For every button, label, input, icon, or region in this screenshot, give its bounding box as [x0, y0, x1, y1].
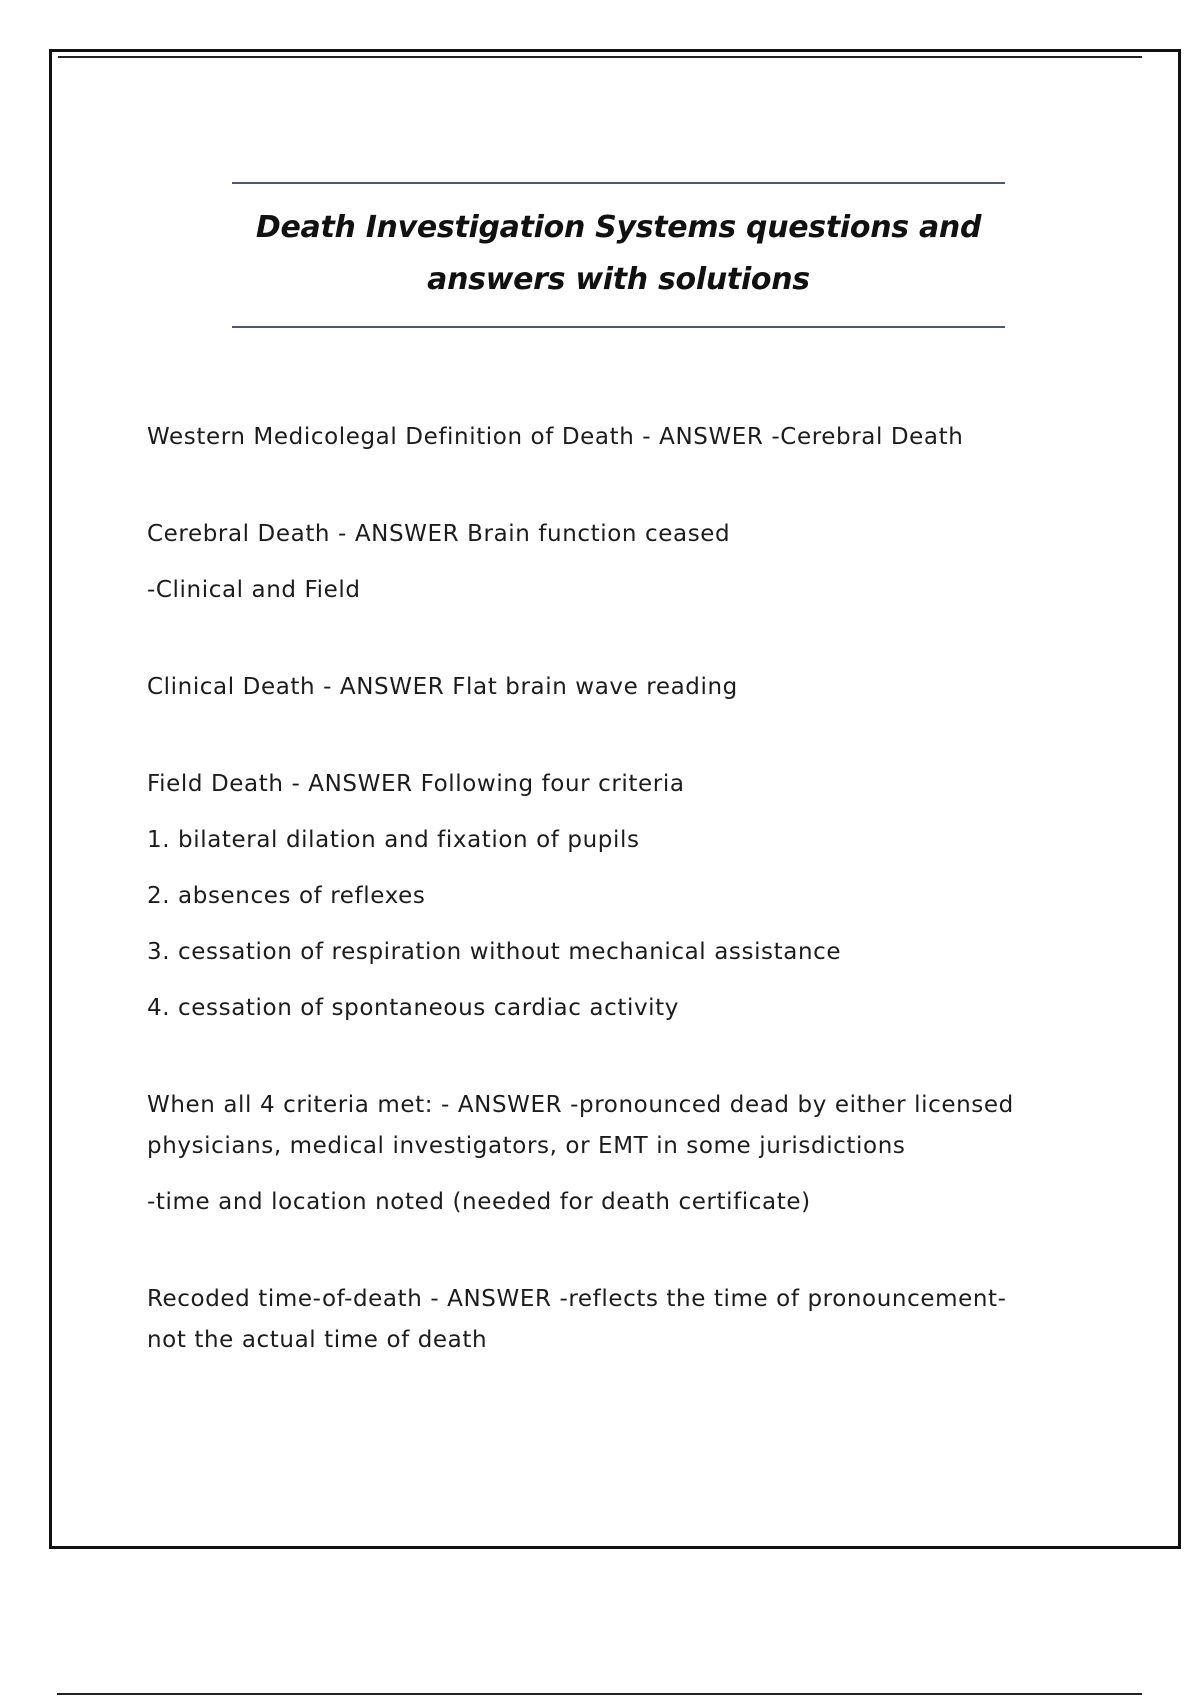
- qa-line: -Clinical and Field: [147, 577, 361, 603]
- qa-line: Field Death - ANSWER Following four criteria: [147, 771, 685, 797]
- qa-line: 3. cessation of respiration without mechanical assistance: [147, 939, 842, 965]
- qa-entry-clinical-death: [147, 667, 1137, 708]
- next-page-top-rule: [57, 1693, 1142, 1695]
- qa-line: Western Medicolegal Definition of Death - ANSWER -Cerebral Death: [147, 424, 964, 450]
- qa-line: Cerebral Death - ANSWER Brain function ceased: [147, 521, 731, 547]
- qa-line: Recoded time-of-death - ANSWER -reflects the time of pronouncement-: [147, 1286, 1007, 1312]
- qa-line: When all 4 criteria met: - ANSWER -pronounced dead by either licensed: [147, 1092, 1014, 1118]
- qa-entry-field-death: [147, 764, 1137, 1029]
- title-line-2: answers with solutions: [427, 262, 810, 297]
- qa-line: physicians, medical investigators, or EMT in some jurisdictions: [147, 1133, 906, 1159]
- qa-entry-recoded-time: [147, 1279, 1137, 1361]
- title-bottom-rule: [232, 326, 1005, 328]
- qa-line: Clinical Death - ANSWER Flat brain wave reading: [147, 674, 738, 700]
- qa-line: 4. cessation of spontaneous cardiac activity: [147, 995, 679, 1021]
- qa-entry-criteria-met: [147, 1085, 1137, 1223]
- qa-line: 2. absences of reflexes: [147, 883, 426, 909]
- title-top-rule: [232, 182, 1005, 184]
- page-frame: [49, 49, 1181, 1549]
- title-line-1: Death Investigation Systems questions and: [255, 210, 982, 245]
- qa-line: -time and location noted (needed for death certificate): [147, 1189, 811, 1215]
- document-title: [232, 202, 1005, 306]
- qa-line: 1. bilateral dilation and fixation of pupils: [147, 827, 640, 853]
- qa-entry-cerebral-death: [147, 514, 1137, 611]
- frame-top-rule: [58, 56, 1142, 58]
- qa-content: [147, 417, 1137, 1417]
- qa-line: not the actual time of death: [147, 1327, 488, 1353]
- qa-entry-western-definition: [147, 417, 1137, 458]
